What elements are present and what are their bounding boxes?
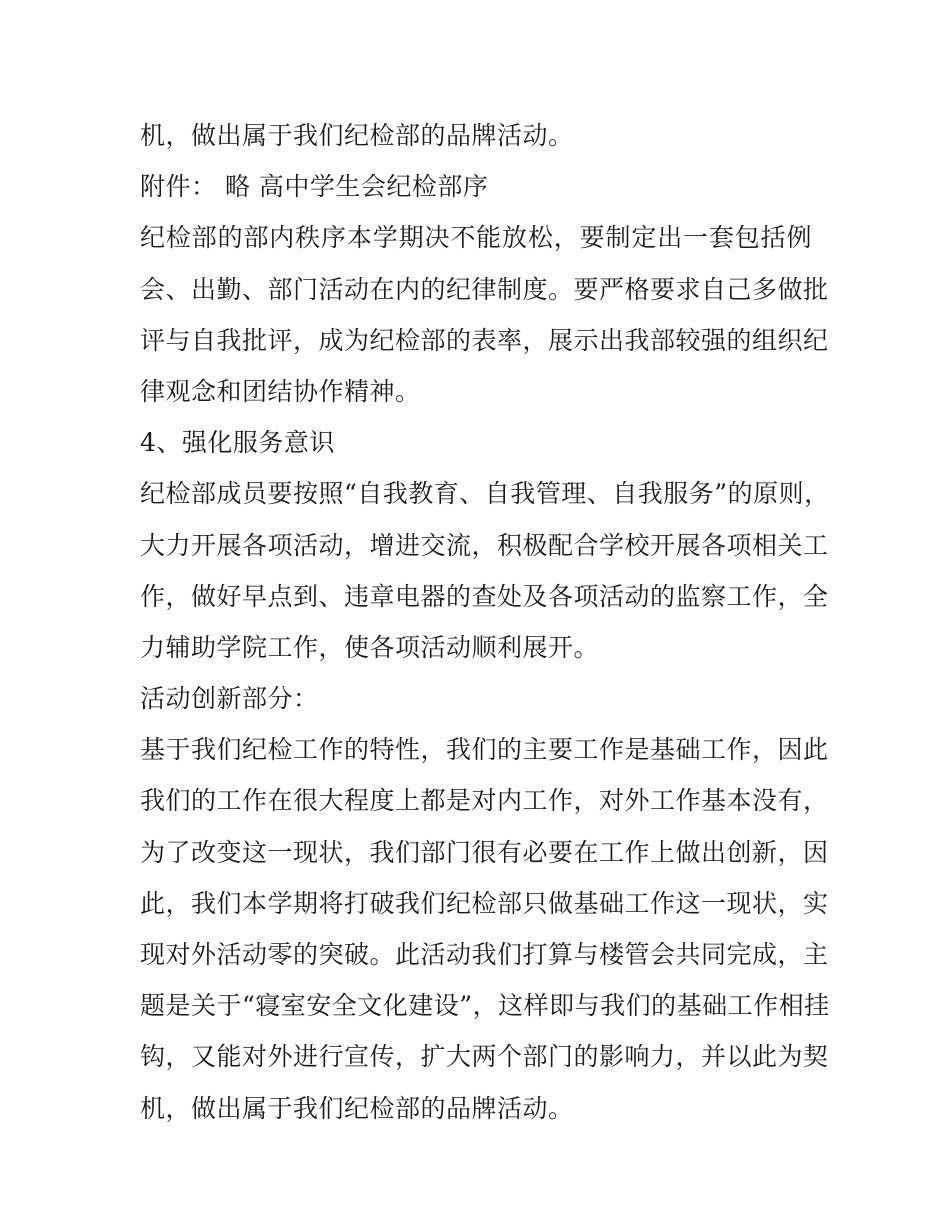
text-line: 纪检部成员要按照“自我教育、自我管理、自我服务”的原则， (140, 479, 830, 509)
text-line: 机，做出属于我们纪检部的品牌活动。 (140, 1093, 574, 1123)
attachment-heading: 附件： 略 高中学生会纪检部序 (140, 172, 489, 202)
section-heading: 4、强化服务意识 (140, 428, 335, 458)
text-line: 我们的工作在很大程度上都是对内工作，对外工作基本没有， (140, 786, 829, 816)
text-line: 钩，又能对外进行宣传，扩大两个部门的影响力，并以此为契 (140, 1042, 829, 1072)
text-line: 基于我们纪检工作的特性，我们的主要工作是基础工作，因此 (140, 735, 829, 765)
text-line: 此，我们本学期将打破我们纪检部只做基础工作这一现状，实 (140, 888, 829, 918)
document-page (140, 110, 830, 1134)
text-line: 力辅助学院工作，使各项活动顺利展开。 (140, 632, 600, 662)
text-line: 会、出勤、部门活动在内的纪律制度。要严格要求自己多做批 (140, 274, 829, 304)
text-line: 机，做出属于我们纪检部的品牌活动。 (140, 121, 574, 150)
text-line: 为了改变这一现状，我们部门很有必要在工作上做出创新，因 (140, 837, 829, 867)
section-heading: 活动创新部分： (140, 684, 319, 714)
text-line: 评与自我批评，成为纪检部的表率，展示出我部较强的组织纪 (140, 325, 829, 355)
text-line: 纪检部的部内秩序本学期决不能放松，要制定出一套包括例 (140, 223, 812, 253)
text-line: 作，做好早点到、违章电器的查处及各项活动的监察工作，全 (140, 581, 829, 611)
text-line: 题是关于“寝室安全文化建设”，这样即与我们的基础工作相挂 (140, 991, 830, 1021)
text-line: 现对外活动零的突破。此活动我们打算与楼管会共同完成，主 (140, 940, 829, 969)
text-line: 大力开展各项活动，增进交流，积极配合学校开展各项相关工 (140, 530, 829, 560)
text-line: 律观念和团结协作精神。 (140, 376, 421, 406)
